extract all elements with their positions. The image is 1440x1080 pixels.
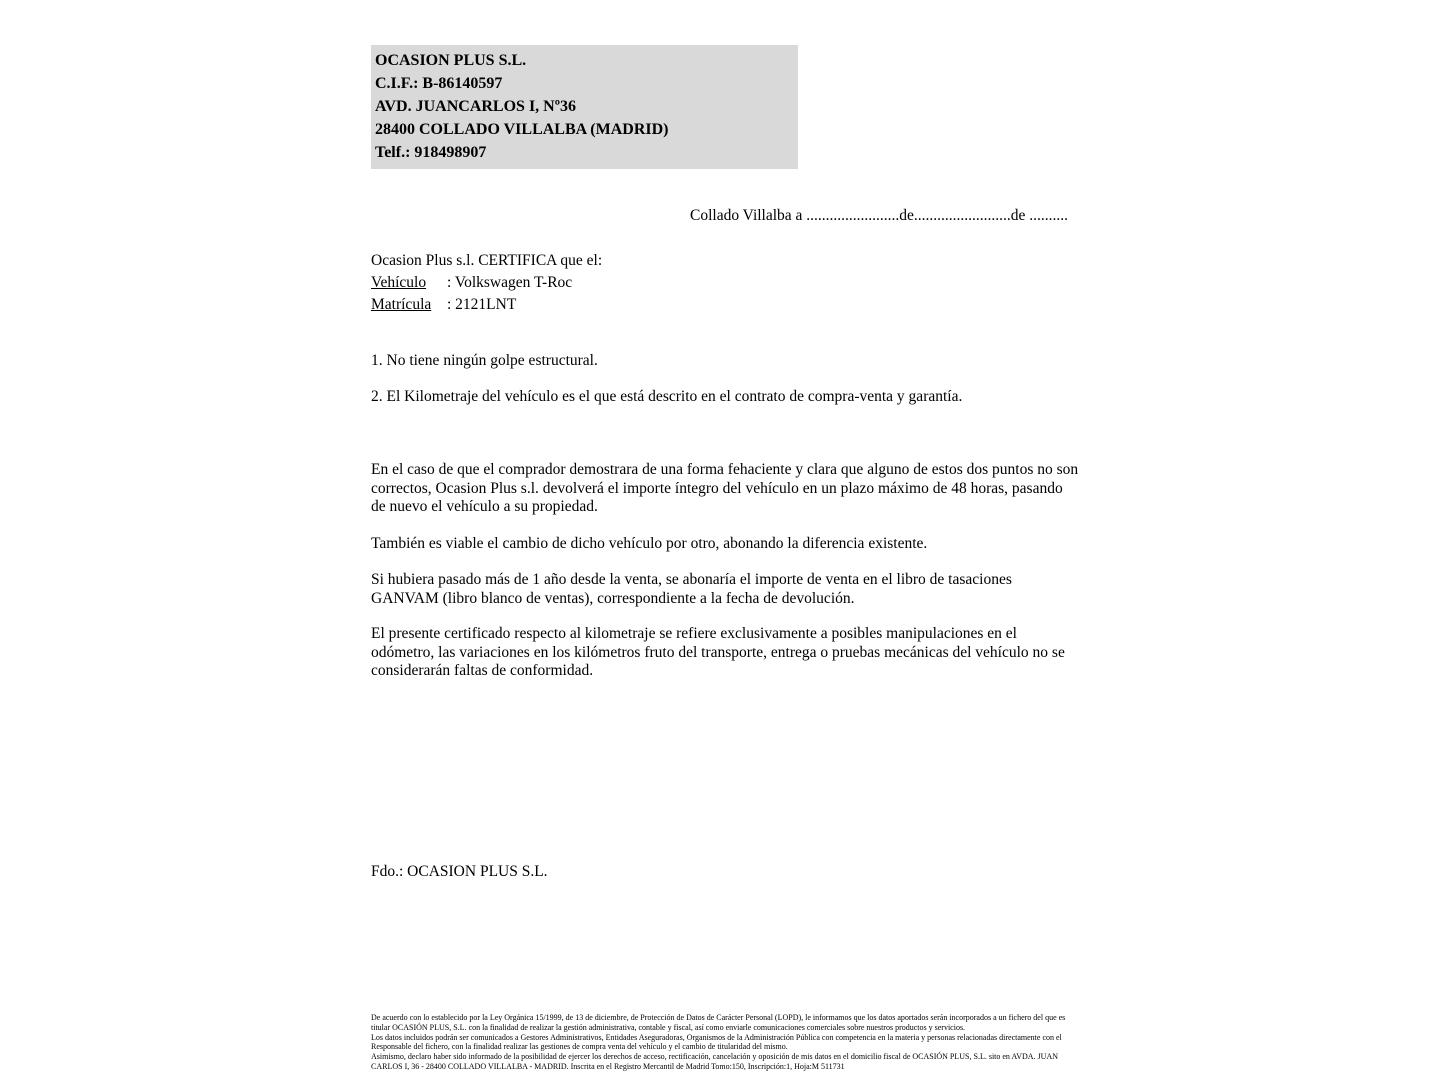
body-paragraph-odometer: El presente certificado respecto al kilometraje se refiere exclusivamente a posibles manipulaciones en el odómetro, las variaciones en los kilómetros fruto del transporte, entrega o pruebas mecánicas del vehículo no se considerarán faltas de conformidad. [371, 625, 1065, 680]
company-phone: Telf.: 918498907 [375, 144, 487, 161]
legal-paragraph-rights: Asimismo, declaro haber sido informado de la posibilidad de ejercer los derechos de acceso, rectificación, cancelación y oposición de mis datos en el domicilio fiscal de OCASIÓN PLUS, S.L. sito en AVDA. JUAN CARLOS I, 36 - 28400 COLLADO VILLALBA - MADRID. Inscrita en el Registro Mercantil de Madrid Tomo:150, Inscripción:1, Hoja:M 511731 [371, 1052, 1059, 1071]
legal-footer [371, 1013, 1081, 1072]
certifies-intro: Ocasion Plus s.l. CERTIFICA que el: [371, 252, 603, 269]
company-address: AVD. JUANCARLOS I, Nº36 [375, 98, 577, 115]
company-info-box [371, 45, 798, 169]
certified-point-1: 1. No tiene ningún golpe estructural. [371, 352, 598, 369]
body-paragraph-ganvam: Si hubiera pasado más de 1 año desde la venta, se abonaría el importe de venta en el libro de tasaciones GANVAM (libro blanco de ventas), correspondiente a la fecha de devolución. [371, 571, 1012, 607]
company-cif: C.I.F.: B-86140597 [375, 75, 503, 92]
company-name: OCASION PLUS S.L. [375, 52, 527, 69]
certification-block [371, 250, 602, 316]
certified-point-2: 2. El Kilometraje del vehículo es el que está descrito en el contrato de compra-venta y garantía. [371, 388, 963, 405]
plate-row [371, 294, 602, 316]
body-paragraph-exchange: También es viable el cambio de dicho vehículo por otro, abonando la diferencia existente. [371, 535, 928, 552]
date-line: Collado Villalba a ........................de.........................de .......... [690, 207, 1069, 224]
vehicle-row [371, 272, 602, 294]
plate-label: Matrícula [371, 296, 432, 313]
legal-paragraph-lopd: De acuerdo con lo establecido por la Ley Orgánica 15/1999, de 13 de diciembre, de Protección de Datos de Carácter Personal (LOPD), le informamos que los datos aportados serán incorporados a un fichero del que es titular OCASIÓN PLUS, S.L. con la finalidad de realizar la gestión administrativa, contable y fiscal, así como enviarle comunicaciones comerciales sobre nuestros productos y servicios. [371, 1013, 1066, 1032]
body-paragraph-refund: En el caso de que el comprador demostrara de una forma fehaciente y clara que alguno de estos dos puntos no son correctos, Ocasion Plus s.l. devolverá el importe íntegro del vehículo en un plazo máximo de 48 horas, pasando de nuevo el vehículo a su propiedad. [371, 461, 1079, 516]
legal-paragraph-data-sharing: Los datos incluidos podrán ser comunicados a Gestores Administrativos, Entidades Aseguradoras, Organismos de la Administración Pública con competencia en la materia y personas relacionadas directamente con el Responsable del fichero, con la finalidad realizar las gestiones de compra venta del vehículo y el cambio de titularidad del mismo. [371, 1032, 1062, 1052]
signature-line: Fdo.: OCASION PLUS S.L. [371, 863, 548, 880]
company-city: 28400 COLLADO VILLALBA (MADRID) [375, 121, 669, 138]
vehicle-value: : Volkswagen T-Roc [447, 274, 573, 291]
vehicle-label: Vehículo [371, 274, 427, 291]
plate-value: : 2121LNT [447, 296, 517, 313]
